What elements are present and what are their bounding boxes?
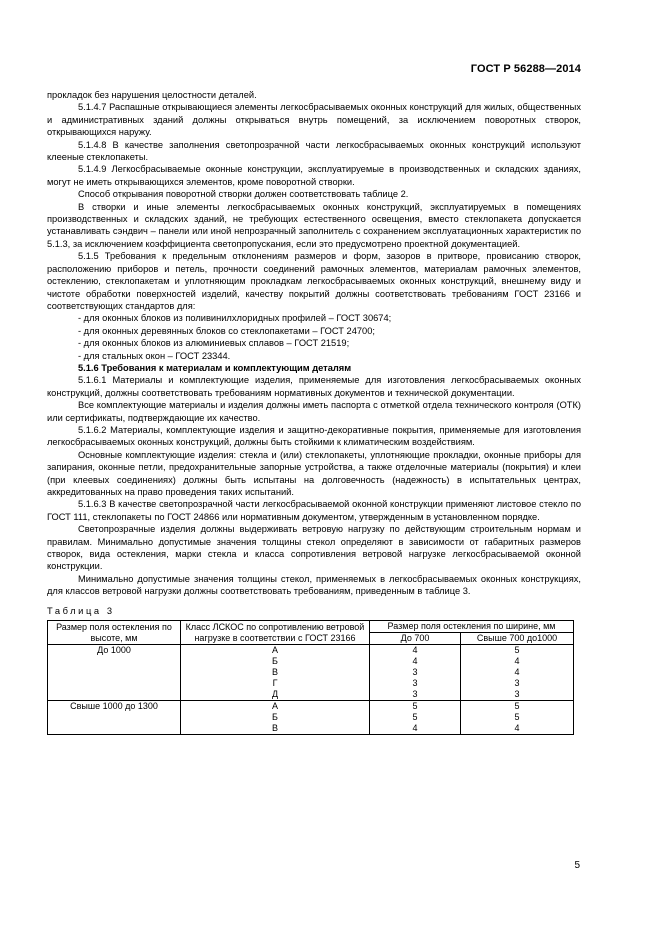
class-value: А	[271, 645, 278, 656]
thickness-value: 4	[412, 645, 418, 656]
document-body	[47, 89, 581, 735]
page-number: 5	[574, 860, 580, 871]
thickness-value: 5	[514, 645, 520, 656]
header-height: Размер поля остекления по высоте, мм	[48, 621, 181, 645]
class-value: В	[271, 723, 278, 734]
thickness-value: 4	[412, 656, 418, 667]
paragraphs	[47, 89, 581, 598]
width-1000-cell	[461, 645, 574, 701]
thickness-value: 5	[514, 712, 520, 723]
header-class: Класс ЛСКОС по сопротивлению ветровой нагрузке в соответствии с ГОСТ 23166	[181, 621, 370, 645]
width-1000-cell	[461, 701, 574, 735]
class-value: Б	[272, 656, 278, 667]
thickness-value: 4	[514, 667, 520, 678]
table-row	[48, 701, 574, 735]
height-range-cell: До 1000	[48, 645, 181, 701]
thickness-value: 3	[412, 678, 418, 689]
class-value: Д	[271, 689, 279, 700]
class-value: Б	[272, 712, 278, 723]
table-caption: Таблица 3	[47, 605, 115, 616]
paragraph: прокладок без нарушения целостности деталей.	[47, 90, 257, 100]
header-width-700: До 700	[370, 633, 461, 645]
paragraph: - для оконных блоков из алюминиевых сплавов – ГОСТ 21519;	[78, 338, 350, 349]
thickness-value: 3	[514, 678, 520, 689]
paragraph: Основные комплектующие изделия: стекла и (или) стеклопакеты, уплотняющие прокладки, оконные приборы для запирания, оконные петли, предохранительные запорные устройства, а также отделочные материалы (покрытия) и клеи (при клеевых соединениях) должны быть испытаны на долговечность (надежность) в испытательных центрах, аккредитованных на право проведения таких испытаний.	[47, 449, 581, 497]
thickness-value: 5	[412, 701, 418, 712]
thickness-value: 3	[412, 689, 418, 700]
header-width-group: Размер поля остекления по ширине, мм	[370, 621, 574, 633]
paragraph: - для стальных окон – ГОСТ 23344.	[78, 350, 231, 361]
paragraph: - для оконных блоков из поливинилхлоридных профилей – ГОСТ 30674;	[78, 313, 392, 324]
paragraph: - для оконных деревянных блоков со стеклопакетами – ГОСТ 24700;	[78, 325, 375, 336]
paragraph: 5.1.6 Требования к материалам и комплектующим деталям	[78, 362, 352, 373]
class-value: А	[271, 701, 278, 712]
table-row	[48, 645, 574, 701]
thickness-value: 4	[412, 723, 418, 734]
width-700-cell	[370, 645, 461, 701]
thickness-value: 4	[514, 656, 520, 667]
header-width-1000: Свыше 700 до1000	[461, 633, 574, 645]
paragraph: 5.1.6.1 Материалы и комплектующие изделия, применяемые для изготовления легкосбрасываемых оконных конструкций, должны соответствовать требованиям нормативных документов и технической документации.	[47, 375, 581, 398]
paragraph: 5.1.4.7 Распашные открывающиеся элементы легкосбрасываемых оконных конструкций для жилых, общественных и административных зданий должны открываться внутрь помещений, за исключением поворотных створок, открывающихся наружу.	[47, 102, 581, 138]
document-header: ГОСТ Р 56288—2014	[470, 63, 581, 75]
paragraph: Способ открывания поворотной створки должен соответствовать таблице 2.	[78, 189, 409, 200]
paragraph: 5.1.6.2 Материалы, комплектующие изделия и защитно-декоративные покрытия, применяемые для изготовления легкосбрасываемых оконных конструкций, должны быть стойкими к климатическим воздействиям.	[47, 424, 581, 448]
paragraph: 5.1.4.8 В качестве заполнения светопрозрачной части легкосбрасываемых оконных конструкций используют клееные стеклопакеты.	[47, 139, 581, 163]
class-value: Г	[272, 678, 278, 689]
paragraph: Все комплектующие материалы и изделия должны иметь паспорта с отметкой отдела технического контроля (ОТК) или сертификаты, подтверждающие их качество.	[47, 400, 581, 423]
thickness-value: 4	[514, 723, 520, 734]
thickness-value: 3	[514, 689, 520, 700]
thickness-value: 5	[514, 701, 520, 712]
thickness-value: 3	[412, 667, 418, 678]
width-700-cell	[370, 701, 461, 735]
paragraph: 5.1.4.9 Легкосбрасываемые оконные конструкции, эксплуатируемые в производственных и складских зданиях, могут не иметь открывающихся элементов, кроме поворотной створки.	[47, 164, 581, 187]
paragraph: В створки и иные элементы легкосбрасываемых оконных конструкций, эксплуатируемых в помещениях производственных и складских зданий, не требующих естественного освещения, вместо стеклопакета допускается устанавливать сэндвич – панели или иной непрозрачный заполнитель с сохранением эксплуатационных характеристик по 5.1.3, за исключением коэффициента светопропускания, если это предусмотрено проектной документацией.	[47, 201, 581, 249]
class-value: В	[271, 667, 278, 678]
class-cell	[181, 645, 370, 701]
height-range-cell: Свыше 1000 до 1300	[48, 701, 181, 735]
paragraph: Минимально допустимые значения толщины стекол, применяемых в легкосбрасываемых оконных конструкциях, для классов ветровой нагрузки должны соответствовать требованиям, приведенным в таблице 3.	[47, 573, 581, 597]
thickness-value: 5	[412, 712, 418, 723]
class-cell	[181, 701, 370, 735]
paragraph: 5.1.5 Требования к предельным отклонениям размеров и форм, зазоров в притворе, провисанию створок, расположению приборов и петель, прочности соединений рамочных элементов, материалам рамочных элементов, остеклению, стеклопакетам и уплотняющим прокладкам легкосбрасываемых оконных конструкций, внешнему виду и чистоте обработки поверхностей изделий, качеству покрытий должны соответствовать требованиям ГОСТ 23166 и соответствующих стандартов для:	[47, 251, 581, 311]
paragraph: Светопрозрачные изделия должны выдерживать ветровую нагрузку по действующим строительным нормам и правилам. Минимально допустимые значения толщины стекол определяют в зависимости от габаритных размеров створок, вида остекления, марки стекла и класса сопротивления ветровой нагрузке легкосбрасываемой оконной конструкции.	[47, 524, 581, 572]
glass-thickness-table	[47, 620, 574, 735]
paragraph: 5.1.6.3 В качестве светопрозрачной части легкосбрасываемой оконной конструкции применяют листовое стекло по ГОСТ 111, стеклопакеты по ГОСТ 24866 или нормативным документом, утвержденным в установленном порядке.	[47, 499, 581, 522]
